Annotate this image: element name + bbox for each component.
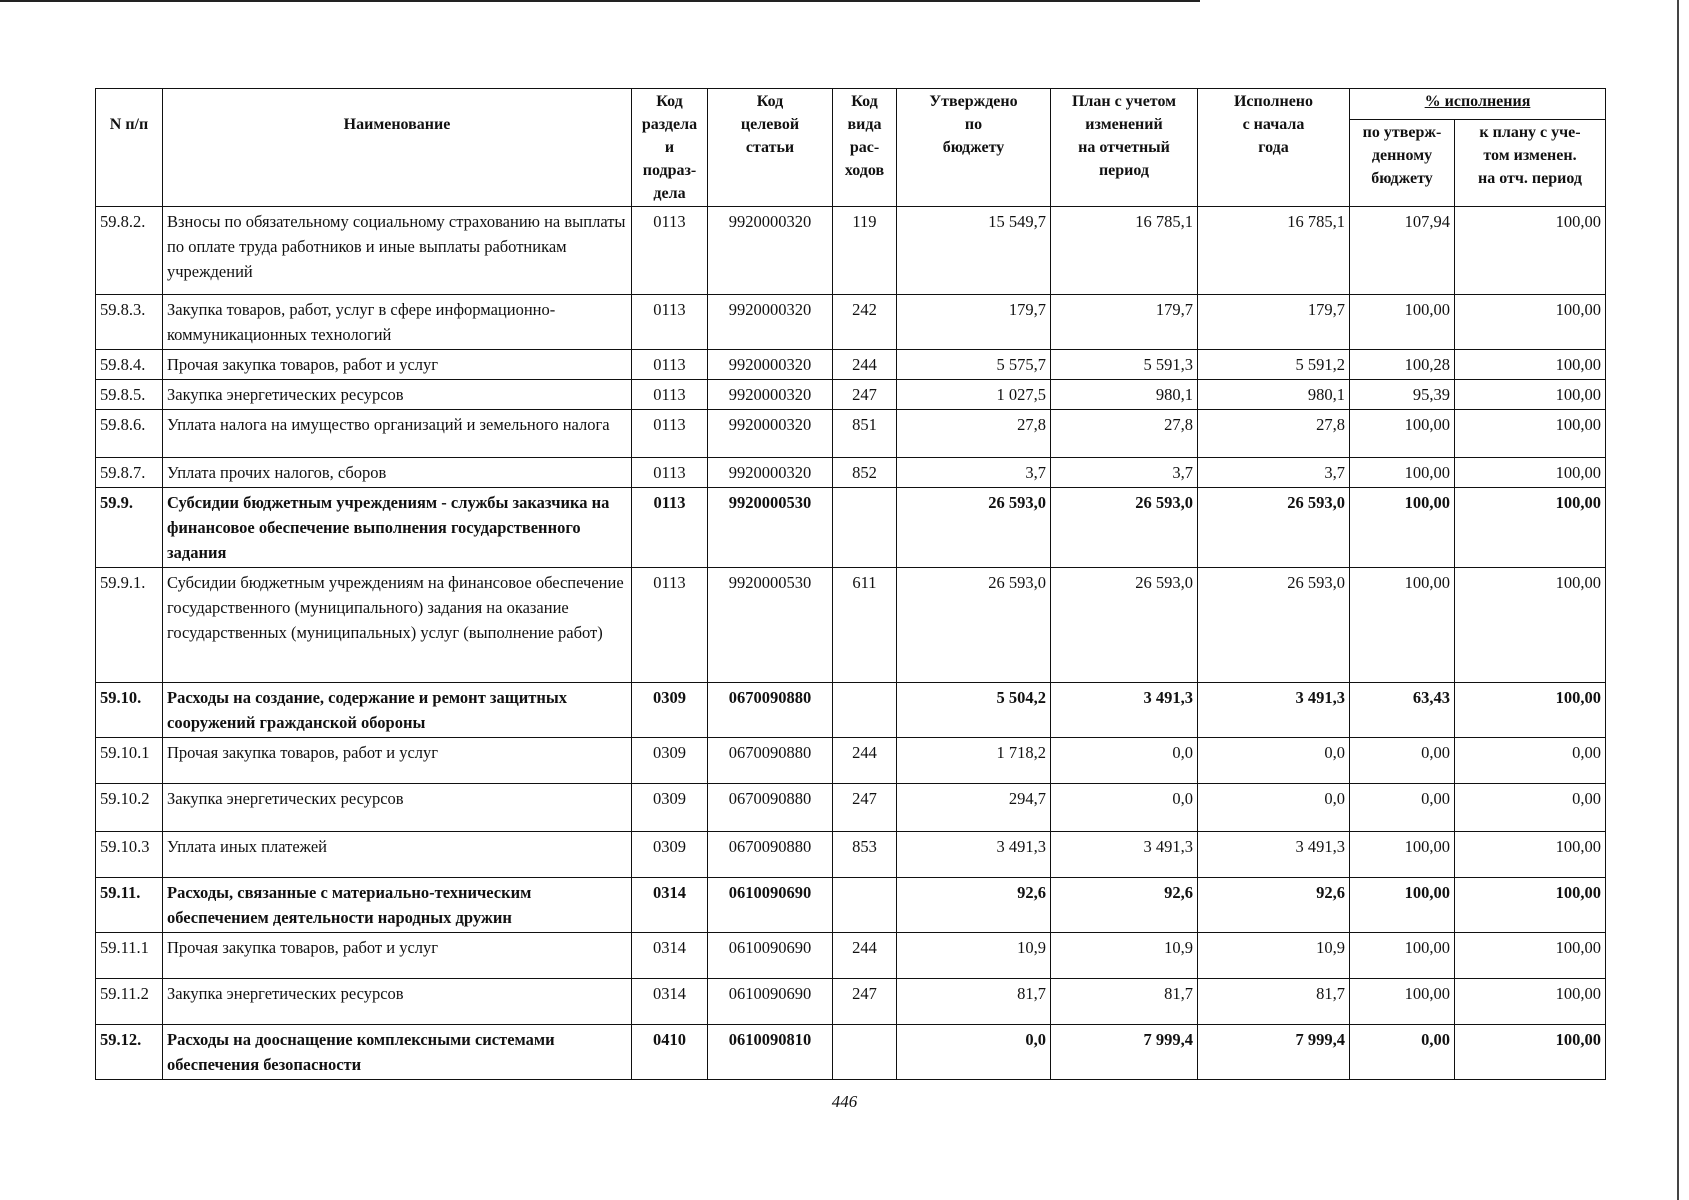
row-pct-budget: 0,00 bbox=[1350, 738, 1455, 784]
row-pct-plan: 100,00 bbox=[1455, 350, 1606, 380]
row-pct-budget: 100,00 bbox=[1350, 933, 1455, 979]
row-approved: 10,9 bbox=[897, 933, 1051, 979]
row-approved: 294,7 bbox=[897, 784, 1051, 832]
row-pct-budget: 100,28 bbox=[1350, 350, 1455, 380]
row-section-code: 0113 bbox=[632, 568, 708, 683]
row-section-code: 0314 bbox=[632, 933, 708, 979]
row-kind-code: 853 bbox=[833, 832, 897, 878]
right-border-line bbox=[1677, 0, 1679, 1200]
row-target-code: 0670090880 bbox=[708, 832, 833, 878]
row-approved: 3,7 bbox=[897, 458, 1051, 488]
row-num: 59.8.2. bbox=[96, 207, 163, 295]
row-pct-budget: 107,94 bbox=[1350, 207, 1455, 295]
header-kind-code: Код вида рас- ходов bbox=[833, 89, 897, 207]
row-name: Закупка энергетических ресурсов bbox=[163, 979, 632, 1025]
row-pct-plan: 100,00 bbox=[1455, 458, 1606, 488]
row-num: 59.11.2 bbox=[96, 979, 163, 1025]
row-num: 59.8.3. bbox=[96, 295, 163, 350]
budget-table-container bbox=[95, 88, 1605, 1080]
row-pct-plan: 100,00 bbox=[1455, 568, 1606, 683]
row-target-code: 0610090690 bbox=[708, 933, 833, 979]
row-pct-budget: 100,00 bbox=[1350, 878, 1455, 933]
row-target-code: 0670090880 bbox=[708, 738, 833, 784]
row-plan: 26 593,0 bbox=[1051, 488, 1198, 568]
row-pct-plan: 100,00 bbox=[1455, 410, 1606, 458]
row-num: 59.8.7. bbox=[96, 458, 163, 488]
row-target-code: 9920000530 bbox=[708, 568, 833, 683]
table-row bbox=[96, 933, 1606, 979]
row-executed: 26 593,0 bbox=[1198, 488, 1350, 568]
row-num: 59.8.6. bbox=[96, 410, 163, 458]
row-executed: 3 491,3 bbox=[1198, 683, 1350, 738]
row-pct-budget: 100,00 bbox=[1350, 832, 1455, 878]
table-row bbox=[96, 832, 1606, 878]
row-num: 59.10.3 bbox=[96, 832, 163, 878]
row-kind-code: 611 bbox=[833, 568, 897, 683]
table-row bbox=[96, 784, 1606, 832]
row-section-code: 0309 bbox=[632, 738, 708, 784]
row-num: 59.10.2 bbox=[96, 784, 163, 832]
row-kind-code: 852 bbox=[833, 458, 897, 488]
row-executed: 980,1 bbox=[1198, 380, 1350, 410]
row-plan: 0,0 bbox=[1051, 738, 1198, 784]
row-section-code: 0113 bbox=[632, 458, 708, 488]
row-plan: 92,6 bbox=[1051, 878, 1198, 933]
row-approved: 26 593,0 bbox=[897, 568, 1051, 683]
row-section-code: 0113 bbox=[632, 207, 708, 295]
row-num: 59.9.1. bbox=[96, 568, 163, 683]
table-body bbox=[96, 207, 1606, 1080]
header-executed: Исполнено с начала года bbox=[1198, 89, 1350, 207]
budget-execution-table bbox=[95, 88, 1606, 1080]
row-name: Расходы на создание, содержание и ремонт защитных сооружений гражданской обороны bbox=[163, 683, 632, 738]
page-number: 446 bbox=[831, 1092, 858, 1111]
row-section-code: 0410 bbox=[632, 1025, 708, 1080]
header-plan: План с учетом изменений на отчетный период bbox=[1051, 89, 1198, 207]
row-name: Прочая закупка товаров, работ и услуг bbox=[163, 350, 632, 380]
row-section-code: 0113 bbox=[632, 295, 708, 350]
row-target-code: 0610090690 bbox=[708, 979, 833, 1025]
row-executed: 26 593,0 bbox=[1198, 568, 1350, 683]
row-kind-code: 247 bbox=[833, 784, 897, 832]
row-approved: 5 504,2 bbox=[897, 683, 1051, 738]
table-row bbox=[96, 350, 1606, 380]
row-plan: 980,1 bbox=[1051, 380, 1198, 410]
row-approved: 1 718,2 bbox=[897, 738, 1051, 784]
row-section-code: 0309 bbox=[632, 683, 708, 738]
row-pct-budget: 100,00 bbox=[1350, 458, 1455, 488]
row-approved: 3 491,3 bbox=[897, 832, 1051, 878]
header-num: N п/п bbox=[96, 89, 163, 207]
row-plan: 0,0 bbox=[1051, 784, 1198, 832]
row-num: 59.9. bbox=[96, 488, 163, 568]
row-section-code: 0314 bbox=[632, 878, 708, 933]
row-executed: 10,9 bbox=[1198, 933, 1350, 979]
row-target-code: 9920000320 bbox=[708, 350, 833, 380]
row-approved: 1 027,5 bbox=[897, 380, 1051, 410]
row-num: 59.11.1 bbox=[96, 933, 163, 979]
row-plan: 81,7 bbox=[1051, 979, 1198, 1025]
table-row bbox=[96, 1025, 1606, 1080]
row-name: Субсидии бюджетным учреждениям - службы заказчика на финансовое обеспечение выполнения государственного задания bbox=[163, 488, 632, 568]
row-executed: 81,7 bbox=[1198, 979, 1350, 1025]
row-approved: 92,6 bbox=[897, 878, 1051, 933]
row-executed: 3,7 bbox=[1198, 458, 1350, 488]
row-name: Расходы на дооснащение комплексными системами обеспечения безопасности bbox=[163, 1025, 632, 1080]
row-pct-plan: 0,00 bbox=[1455, 784, 1606, 832]
row-name: Закупка товаров, работ, услуг в сфере информационно-коммуникационных технологий bbox=[163, 295, 632, 350]
row-executed: 5 591,2 bbox=[1198, 350, 1350, 380]
row-plan: 26 593,0 bbox=[1051, 568, 1198, 683]
header-target-code: Код целевой статьи bbox=[708, 89, 833, 207]
row-name: Уплата налога на имущество организаций и земельного налога bbox=[163, 410, 632, 458]
row-target-code: 9920000320 bbox=[708, 207, 833, 295]
row-name: Прочая закупка товаров, работ и услуг bbox=[163, 738, 632, 784]
row-num: 59.8.4. bbox=[96, 350, 163, 380]
row-plan: 5 591,3 bbox=[1051, 350, 1198, 380]
table-row bbox=[96, 568, 1606, 683]
row-target-code: 9920000320 bbox=[708, 458, 833, 488]
header-approved: Утверждено по бюджету bbox=[897, 89, 1051, 207]
row-name: Уплата иных платежей bbox=[163, 832, 632, 878]
row-plan: 10,9 bbox=[1051, 933, 1198, 979]
row-section-code: 0309 bbox=[632, 832, 708, 878]
row-approved: 5 575,7 bbox=[897, 350, 1051, 380]
table-row bbox=[96, 979, 1606, 1025]
row-pct-plan: 100,00 bbox=[1455, 878, 1606, 933]
row-target-code: 0610090690 bbox=[708, 878, 833, 933]
row-approved: 81,7 bbox=[897, 979, 1051, 1025]
table-row bbox=[96, 738, 1606, 784]
row-target-code: 0670090880 bbox=[708, 784, 833, 832]
row-approved: 15 549,7 bbox=[897, 207, 1051, 295]
table-row bbox=[96, 295, 1606, 350]
row-executed: 7 999,4 bbox=[1198, 1025, 1350, 1080]
row-pct-budget: 100,00 bbox=[1350, 295, 1455, 350]
row-section-code: 0113 bbox=[632, 488, 708, 568]
header-section-code: Код раздела и подраз- дела bbox=[632, 89, 708, 207]
row-plan: 3 491,3 bbox=[1051, 832, 1198, 878]
row-plan: 3 491,3 bbox=[1051, 683, 1198, 738]
row-kind-code: 119 bbox=[833, 207, 897, 295]
row-kind-code: 244 bbox=[833, 933, 897, 979]
header-pct-plan: к плану с уче- том изменен. на отч. период bbox=[1455, 120, 1606, 207]
row-num: 59.8.5. bbox=[96, 380, 163, 410]
row-plan: 3,7 bbox=[1051, 458, 1198, 488]
row-name: Закупка энергетических ресурсов bbox=[163, 380, 632, 410]
row-plan: 27,8 bbox=[1051, 410, 1198, 458]
row-target-code: 9920000320 bbox=[708, 410, 833, 458]
row-plan: 179,7 bbox=[1051, 295, 1198, 350]
row-kind-code bbox=[833, 878, 897, 933]
row-section-code: 0113 bbox=[632, 350, 708, 380]
row-section-code: 0113 bbox=[632, 380, 708, 410]
row-pct-plan: 100,00 bbox=[1455, 295, 1606, 350]
header-name: Наименование bbox=[163, 89, 632, 207]
row-target-code: 9920000320 bbox=[708, 380, 833, 410]
row-approved: 27,8 bbox=[897, 410, 1051, 458]
row-target-code: 0670090880 bbox=[708, 683, 833, 738]
row-pct-plan: 100,00 bbox=[1455, 488, 1606, 568]
row-executed: 3 491,3 bbox=[1198, 832, 1350, 878]
row-executed: 92,6 bbox=[1198, 878, 1350, 933]
row-kind-code bbox=[833, 1025, 897, 1080]
table-row bbox=[96, 488, 1606, 568]
row-pct-plan: 100,00 bbox=[1455, 1025, 1606, 1080]
row-target-code: 9920000320 bbox=[708, 295, 833, 350]
row-num: 59.11. bbox=[96, 878, 163, 933]
row-num: 59.10. bbox=[96, 683, 163, 738]
header-pct: % исполнения bbox=[1350, 89, 1606, 120]
row-pct-plan: 100,00 bbox=[1455, 979, 1606, 1025]
row-kind-code: 244 bbox=[833, 350, 897, 380]
table-row bbox=[96, 458, 1606, 488]
row-pct-plan: 0,00 bbox=[1455, 738, 1606, 784]
row-name: Расходы, связанные с материально-техническим обеспечением деятельности народных дружин bbox=[163, 878, 632, 933]
row-name: Субсидии бюджетным учреждениям на финансовое обеспечение государственного (муниципального) задания на оказание государственных (муниципальных) услуг (выполнение работ) bbox=[163, 568, 632, 683]
row-plan: 16 785,1 bbox=[1051, 207, 1198, 295]
row-target-code: 0610090810 bbox=[708, 1025, 833, 1080]
row-name: Закупка энергетических ресурсов bbox=[163, 784, 632, 832]
row-pct-budget: 95,39 bbox=[1350, 380, 1455, 410]
row-num: 59.10.1 bbox=[96, 738, 163, 784]
row-pct-budget: 63,43 bbox=[1350, 683, 1455, 738]
row-section-code: 0314 bbox=[632, 979, 708, 1025]
row-kind-code: 247 bbox=[833, 380, 897, 410]
row-pct-budget: 100,00 bbox=[1350, 979, 1455, 1025]
row-name: Взносы по обязательному социальному страхованию на выплаты по оплате труда работников и иные выплаты работникам учреждений bbox=[163, 207, 632, 295]
row-pct-plan: 100,00 bbox=[1455, 380, 1606, 410]
row-approved: 179,7 bbox=[897, 295, 1051, 350]
row-pct-budget: 0,00 bbox=[1350, 1025, 1455, 1080]
table-row bbox=[96, 410, 1606, 458]
row-kind-code: 244 bbox=[833, 738, 897, 784]
row-section-code: 0309 bbox=[632, 784, 708, 832]
row-pct-plan: 100,00 bbox=[1455, 683, 1606, 738]
row-kind-code: 851 bbox=[833, 410, 897, 458]
row-kind-code bbox=[833, 683, 897, 738]
row-executed: 27,8 bbox=[1198, 410, 1350, 458]
top-border-line bbox=[0, 0, 1200, 2]
row-num: 59.12. bbox=[96, 1025, 163, 1080]
row-pct-budget: 100,00 bbox=[1350, 488, 1455, 568]
row-approved: 26 593,0 bbox=[897, 488, 1051, 568]
row-name: Уплата прочих налогов, сборов bbox=[163, 458, 632, 488]
row-name: Прочая закупка товаров, работ и услуг bbox=[163, 933, 632, 979]
row-kind-code bbox=[833, 488, 897, 568]
row-pct-budget: 0,00 bbox=[1350, 784, 1455, 832]
row-plan: 7 999,4 bbox=[1051, 1025, 1198, 1080]
row-pct-budget: 100,00 bbox=[1350, 410, 1455, 458]
row-kind-code: 247 bbox=[833, 979, 897, 1025]
row-executed: 179,7 bbox=[1198, 295, 1350, 350]
header-pct-budget: по утверж- денному бюджету bbox=[1350, 120, 1455, 207]
row-executed: 0,0 bbox=[1198, 738, 1350, 784]
row-pct-plan: 100,00 bbox=[1455, 933, 1606, 979]
row-approved: 0,0 bbox=[897, 1025, 1051, 1080]
row-pct-plan: 100,00 bbox=[1455, 832, 1606, 878]
row-executed: 0,0 bbox=[1198, 784, 1350, 832]
row-pct-budget: 100,00 bbox=[1350, 568, 1455, 683]
table-row bbox=[96, 683, 1606, 738]
row-target-code: 9920000530 bbox=[708, 488, 833, 568]
table-row bbox=[96, 380, 1606, 410]
row-pct-plan: 100,00 bbox=[1455, 207, 1606, 295]
table-row bbox=[96, 878, 1606, 933]
table-row bbox=[96, 207, 1606, 295]
row-section-code: 0113 bbox=[632, 410, 708, 458]
row-kind-code: 242 bbox=[833, 295, 897, 350]
row-executed: 16 785,1 bbox=[1198, 207, 1350, 295]
